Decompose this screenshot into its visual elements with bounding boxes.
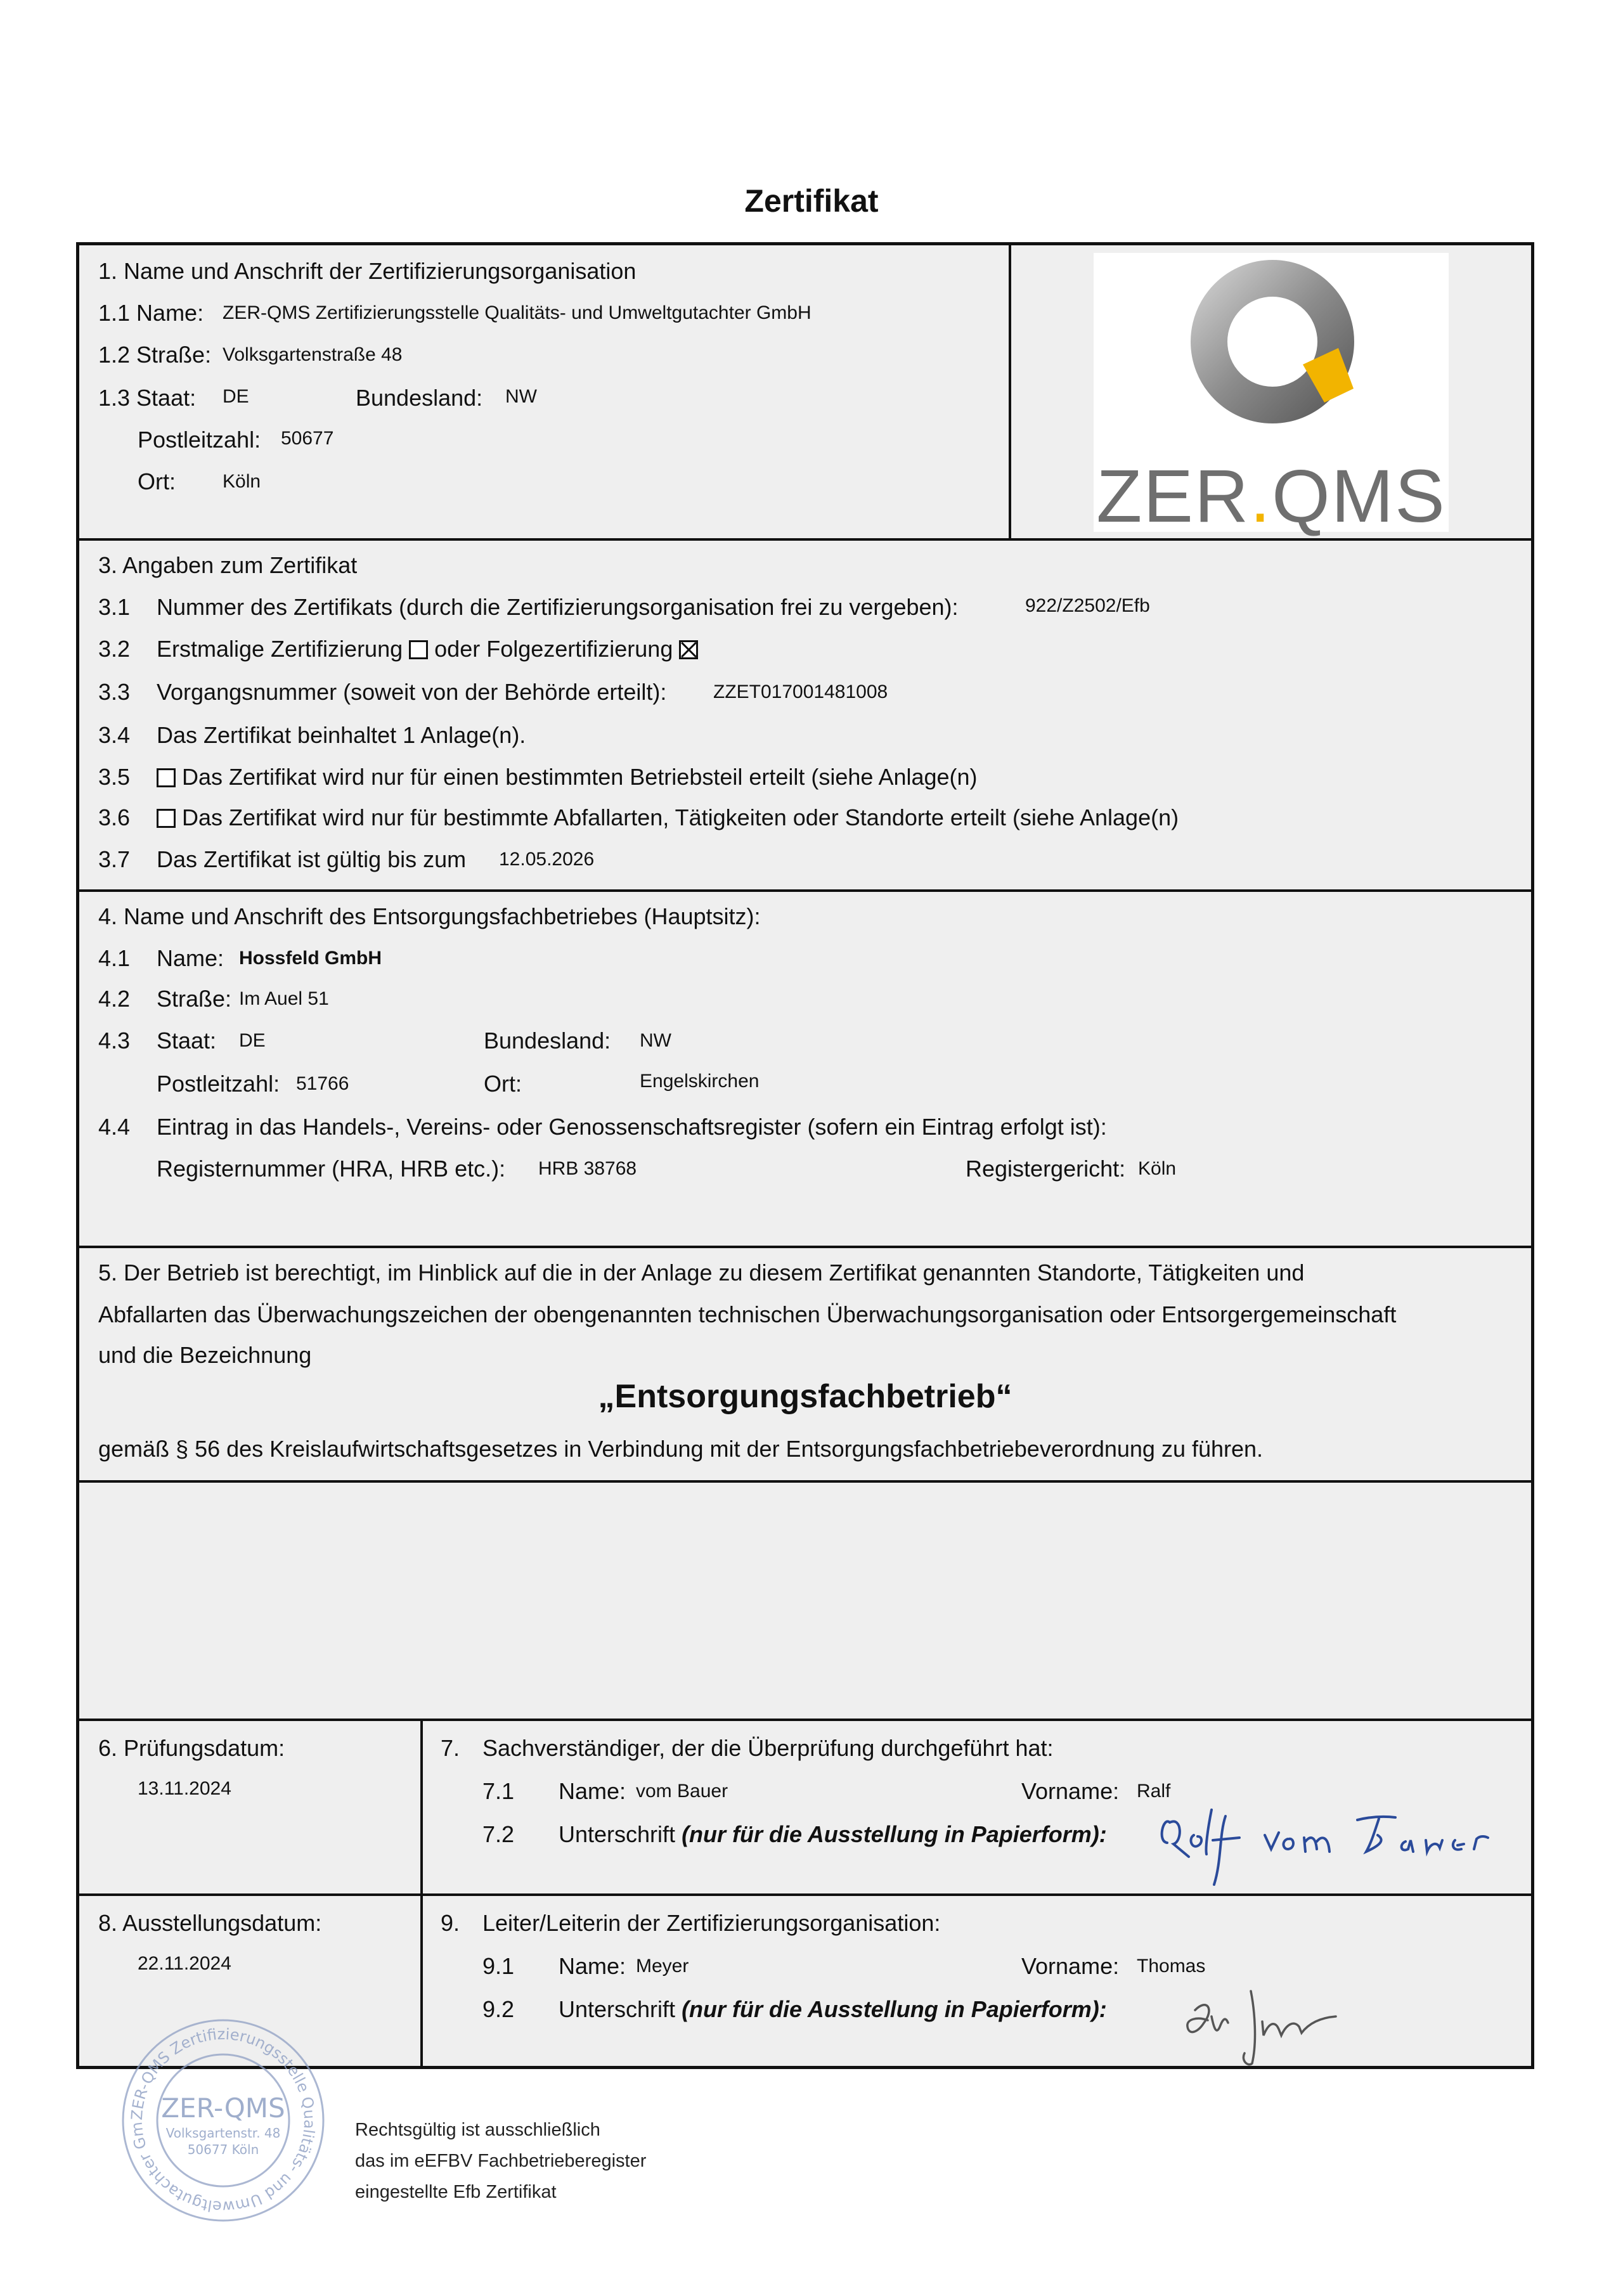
item-4-1-num: 4.1 <box>98 945 131 971</box>
director-name-label: Name: <box>559 1953 626 1979</box>
column-divider-2 <box>420 1896 423 2066</box>
item-9-num: 9. <box>441 1910 460 1936</box>
plz-value: 50677 <box>281 428 334 449</box>
street-value: Volksgartenstraße 48 <box>223 344 403 365</box>
company-ort-label: Ort: <box>484 1071 522 1097</box>
empty-section <box>79 1483 1531 1721</box>
expert-firstname-label: Vorname: <box>1021 1778 1120 1804</box>
item-7-2-num: 7.2 <box>482 1821 515 1847</box>
company-land-label: Bundesland: <box>484 1028 611 1054</box>
item-3-2-num: 3.2 <box>98 636 131 662</box>
director-heading: Leiter/Leiterin der Zertifizierungsorganisation: <box>482 1910 941 1936</box>
section-authorization <box>79 1248 1531 1483</box>
director-signature-label: Unterschrift (nur für die Ausstellung in Papierform): <box>559 1996 1107 2022</box>
section-company-address <box>79 892 1531 1248</box>
item-3-5-num: 3.5 <box>98 764 131 790</box>
item-9-2-num: 9.2 <box>482 1996 515 2022</box>
section-inspection <box>79 1721 1531 1896</box>
validity-note <box>355 2115 646 2208</box>
inspection-date-value: 13.11.2024 <box>138 1778 231 1799</box>
item-3-1: 3.1 <box>98 594 131 620</box>
state-value: DE <box>223 386 249 407</box>
company-state-value: DE <box>239 1030 266 1051</box>
validity-note-line-1: Rechtsgültig ist ausschließlich <box>355 2120 600 2140</box>
expert-heading: Sachverständiger, der die Überprüfung durchgeführt hat: <box>482 1735 1054 1761</box>
land-value: NW <box>505 386 537 407</box>
name-label: 1.1 Name: <box>98 300 204 326</box>
item-9-1-num: 9.1 <box>482 1953 515 1979</box>
company-street-value: Im Auel 51 <box>239 988 329 1009</box>
register-entry-text: Eintrag in das Handels-, Vereins- oder Genossenschaftsregister (sofern ein Eintrag erfolgt ist): <box>157 1114 1107 1140</box>
director-firstname-value: Thomas <box>1137 1956 1206 1977</box>
page-title: Zertifikat <box>744 183 879 219</box>
expert-name-label: Name: <box>559 1778 626 1804</box>
certification-body-address <box>79 245 1011 538</box>
item-3-4-num: 3.4 <box>98 722 131 748</box>
item-3-2: Erstmalige Zertifizierung oder Folgezertifizierung <box>157 636 698 662</box>
item-3-3-text: Vorgangsnummer (soweit von der Behörde erteilt): <box>157 679 667 705</box>
section-certificate-details <box>79 541 1531 892</box>
stamp-ring-text: ZER-QMS Zertifizierungsstelle Qualitäts- und Umweltgutachter Gm <box>127 2025 319 2216</box>
register-court-value: Köln <box>1138 1158 1177 1179</box>
section-certification-body <box>79 245 1531 541</box>
stamp-city: 50677 Köln <box>187 2142 259 2157</box>
authorization-line-3: und die Bezeichnung <box>98 1342 312 1368</box>
expert-signature <box>1144 1791 1499 1889</box>
organization-stamp <box>115 2016 331 2225</box>
certificate-form <box>76 242 1534 2069</box>
process-number: ZZET017001481008 <box>713 681 888 702</box>
state-label: 1.3 Staat: <box>98 385 197 411</box>
validity-note-line-3: eingestellte Efb Zertifikat <box>355 2182 557 2202</box>
designation-title: „Entsorgungsfachbetrieb“ <box>598 1378 1012 1415</box>
ort-value: Köln <box>223 471 261 492</box>
column-divider <box>420 1721 423 1893</box>
item-3-4-text: Das Zertifikat beinhaltet 1 Anlage(n). <box>157 722 526 748</box>
item-3-1-text: Nummer des Zertifikats (durch die Zertifizierungsorganisation frei zu vergeben): <box>157 594 959 620</box>
item-3-5: Das Zertifikat wird nur für einen bestimmten Betriebsteil erteilt (siehe Anlage(n) <box>157 764 978 790</box>
zer-qms-logo <box>1094 253 1449 538</box>
company-state-label: Staat: <box>157 1028 217 1054</box>
expert-name-value: vom Bauer <box>636 1781 728 1802</box>
expert-firstname-value: Ralf <box>1137 1781 1171 1802</box>
item-4-2-num: 4.2 <box>98 986 131 1012</box>
valid-until-date: 12.05.2026 <box>499 849 595 870</box>
company-ort-value: Engelskirchen <box>640 1071 760 1092</box>
company-street-label: Straße: <box>157 986 232 1012</box>
section3-heading: 3. Angaben zum Zertifikat <box>98 552 358 578</box>
issue-date-label: 8. Ausstellungsdatum: <box>98 1910 322 1936</box>
item-4-3-num: 4.3 <box>98 1028 131 1054</box>
company-plz-value: 51766 <box>296 1073 349 1094</box>
waste-types-checkbox[interactable] <box>157 809 176 828</box>
company-name-label: Name: <box>157 945 224 971</box>
land-label: Bundesland: <box>356 385 483 411</box>
issue-date-value: 22.11.2024 <box>138 1953 231 1974</box>
logo-wordmark: ZER.QMS <box>1096 455 1446 538</box>
inspection-date-label: 6. Prüfungsdatum: <box>98 1735 285 1761</box>
item-7-1-num: 7.1 <box>482 1778 515 1804</box>
expert-signature-label: Unterschrift (nur für die Ausstellung in Papierform): <box>559 1821 1107 1847</box>
item-3-6-num: 3.6 <box>98 804 131 830</box>
validity-note-line-2: das im eEFBV Fachbetrieberegister <box>355 2151 647 2171</box>
item-3-7-num: 3.7 <box>98 846 131 872</box>
authorization-line-2: Abfallarten das Überwachungszeichen der obengenannten technischen Überwachungsorganisation oder Entsorgergemeinschaft <box>98 1301 1397 1327</box>
certificate-number: 922/Z2502/Efb <box>1025 595 1150 616</box>
operating-part-checkbox[interactable] <box>157 768 176 787</box>
stamp-street: Volksgartenstr. 48 <box>165 2125 281 2141</box>
item-7-num: 7. <box>441 1735 460 1761</box>
item-3-3-num: 3.3 <box>98 679 131 705</box>
company-name-value: Hossfeld GmbH <box>239 948 382 969</box>
section4-heading: 4. Name und Anschrift des Entsorgungsfachbetriebes (Hauptsitz): <box>98 903 761 929</box>
plz-label: Postleitzahl: <box>138 427 261 453</box>
authorization-line-4: gemäß § 56 des Kreislaufwirtschaftsgesetzes in Verbindung mit der Entsorgungsfachbetriebeverordnung zu führen. <box>98 1436 1264 1462</box>
item-3-7-text: Das Zertifikat ist gültig bis zum <box>157 846 467 872</box>
section1-heading: 1. Name und Anschrift der Zertifizierungsorganisation <box>98 258 637 284</box>
director-name-value: Meyer <box>636 1956 689 1977</box>
follow-up-certification-checkbox[interactable] <box>679 640 698 659</box>
initial-certification-checkbox[interactable] <box>409 640 428 659</box>
company-land-value: NW <box>640 1030 671 1051</box>
company-plz-label: Postleitzahl: <box>157 1071 280 1097</box>
item-4-4-num: 4.4 <box>98 1114 131 1140</box>
name-value: ZER-QMS Zertifizierungsstelle Qualitäts- und Umweltgutachter GmbH <box>223 302 812 323</box>
ort-label: Ort: <box>138 468 176 494</box>
register-court-label: Registergericht: <box>966 1156 1126 1182</box>
authorization-line-1: 5. Der Betrieb ist berechtigt, im Hinblick auf die in der Anlage zu diesem Zertifikat genannten Standorte, Tätigkeiten und <box>98 1260 1305 1286</box>
register-number-value: HRB 38768 <box>538 1158 637 1179</box>
zer-qms-logo-icon <box>1094 253 1449 456</box>
item-3-6: Das Zertifikat wird nur für bestimmte Abfallarten, Tätigkeiten oder Standorte erteilt (siehe Anlage(n) <box>157 804 1179 831</box>
director-firstname-label: Vorname: <box>1021 1953 1120 1979</box>
street-label: 1.2 Straße: <box>98 342 212 368</box>
stamp-title: ZER-QMS <box>161 2093 285 2124</box>
director-signature <box>1170 1972 1360 2070</box>
register-number-label: Registernummer (HRA, HRB etc.): <box>157 1156 506 1182</box>
